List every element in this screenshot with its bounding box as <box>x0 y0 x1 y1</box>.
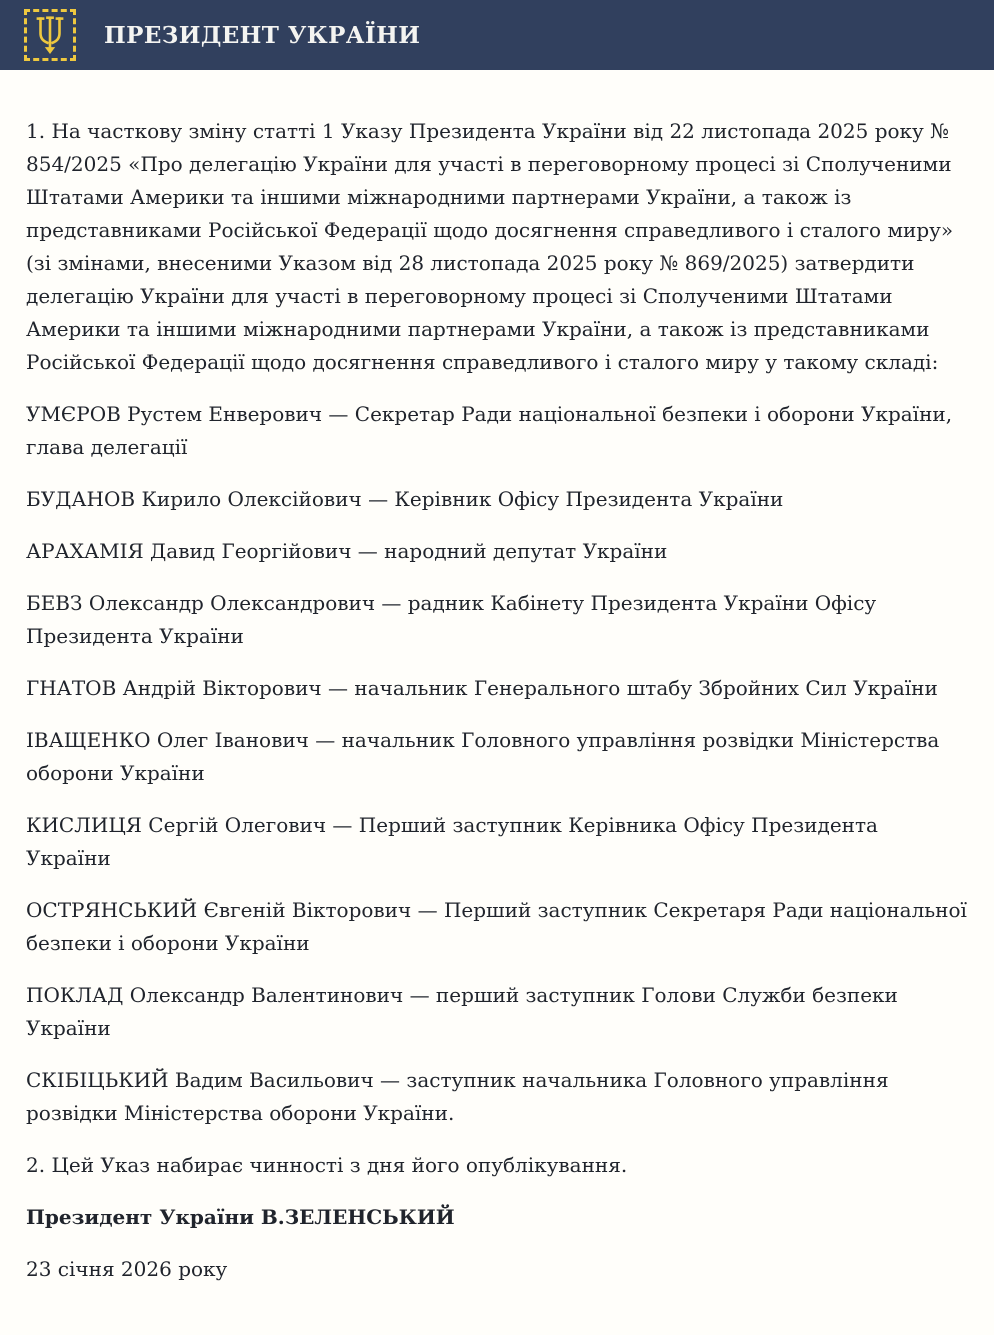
delegate-item-poklad: ПОКЛАД Олександр Валентинович — перший заступник Голови Служби безпеки України <box>26 983 898 1040</box>
delegate-item-umerov: УМЄРОВ Рустем Енверович — Секретар Ради національної безпеки і оборони України, глава делегації <box>26 402 953 459</box>
site-title[interactable]: ПРЕЗИДЕНТ УКРАЇНИ <box>104 21 421 49</box>
delegate-item-bevz: БЕВЗ Олександр Олександрович — радник Кабінету Президента України Офісу Президента України <box>26 591 877 648</box>
delegate-item-budanov: БУДАНОВ Кирило Олексійович — Керівник Офісу Президента України <box>26 487 784 511</box>
decree-document <box>0 70 994 1335</box>
delegate-item-arakhamia: АРАХАМІЯ Давид Георгійович — народний депутат України <box>26 539 668 563</box>
decree-date: 23 січня 2026 року <box>26 1257 228 1281</box>
delegate-item-skibitskyi: СКІБІЦЬКИЙ Вадим Васильович — заступник начальника Головного управління розвідки Міністерства оборони України. <box>26 1068 889 1125</box>
president-signature: Президент України В.ЗЕЛЕНСЬКИЙ <box>26 1205 455 1229</box>
effective-clause: 2. Цей Указ набирає чинності з дня його опублікування. <box>26 1153 628 1177</box>
delegate-item-hnatov: ГНАТОВ Андрій Вікторович — начальник Генерального штабу Збройних Сил України <box>26 676 938 700</box>
site-header <box>0 0 994 70</box>
delegate-item-ivashchenko: ІВАЩЕНКО Олег Іванович — начальник Головного управління розвідки Міністерства оборони України <box>26 728 940 785</box>
emblem-logo-link[interactable] <box>24 9 76 61</box>
delegate-item-kyslytsia: КИСЛИЦЯ Сергій Олегович — Перший заступник Керівника Офісу Президента України <box>26 813 878 870</box>
trident-icon <box>34 16 66 54</box>
decree-intro-paragraph: 1. На часткову зміну статті 1 Указу Президента України від 22 листопада 2025 року № 854/2025 «Про делегацію України для участі в переговорному процесі зі Сполученими Штатами Америки та іншими міжнародними партнерами України, а також із представниками Російської Федерації щодо досягнення справедливого і сталого миру» (зі змінами, внесеними Указом від 28 листопада 2025 року № 869/2025) затвердити делегацію України для участі в переговорному процесі зі Сполученими Штатами Америки та іншими міжнародними партнерами України, а також із представниками Російської Федерації щодо досягнення справедливого і сталого миру у такому складі: <box>26 119 954 374</box>
delegate-item-ostrianskyi: ОСТРЯНСЬКИЙ Євгеній Вікторович — Перший заступник Секретаря Ради національної безпеки і оборони України <box>26 898 967 955</box>
